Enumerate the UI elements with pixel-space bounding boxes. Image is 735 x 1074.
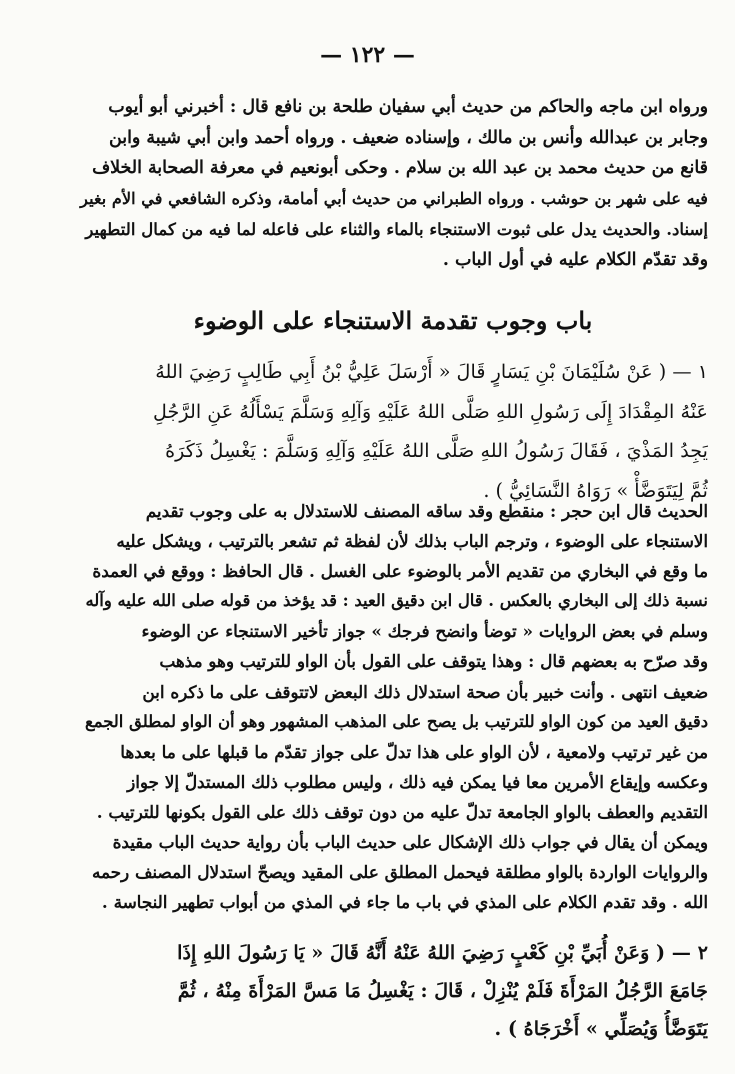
text-line: فيه على شهر بن حوشب . ورواه الطبراني من حديث أبي أمامة، وذكره الشافعي في الأم بغير (80, 188, 708, 208)
text-line: وجابر بن عبدالله وأنس بن مالك ، وإسناده ضعيف . ورواه أحمد وابن أبي شيبة وابن (109, 127, 708, 148)
text-line: يَتَوَضَّأُ وَيُصَلِّي » أَخْرَجَاهُ ) . (494, 1017, 708, 1040)
text-line: التقديم والعطف بالواو الجامعة تدلّ عليه من دون توقف ذلك على القول بكونها للترتيب . (96, 801, 708, 822)
hadith-1 (78, 352, 708, 510)
page-number: — ١٢٢ — (320, 42, 415, 68)
text-line: وقد صرّح به بعضهم قال : وهذا يتوقف على القول بأن الواو للترتيب وهو مذهب (159, 651, 708, 672)
text-line: ضعيف انتهى . وأنت خبير بأن صحة استدلال ذلك البعض لاتتوقف على ما ذكره ابن (142, 681, 708, 702)
text-line: وسلم في بعض الروايات « توضأ وانضح فرجك » جواز تأخير الاستنجاء عن الوضوء (141, 621, 708, 642)
text-line: نسبة ذلك إلى البخاري بالعكس . قال ابن دقيق العيد : قد يؤخذ من قوله صلى الله عليه وآله (85, 591, 708, 611)
text-line: قانع من حديث محمد بن عبد الله بن سلام . وحكى أبونعيم في معرفة الصحابة الخلاف (92, 158, 708, 179)
hadith-2 (78, 934, 708, 1048)
text-line: جَامَعَ الرَّجُلُ المَرْأَةَ فَلَمْ يُنْزِلْ ، قَالَ : يَغْسِلُ مَا مَسَّ المَرْأَةَ مِنْهُ ، ثُمَّ (177, 979, 708, 1002)
text-line: يَجِدُ المَذْيَ ، فَقَالَ رَسُولُ اللهِ صَلَّى اللهُ عَلَيْهِ وَآلِهِ وَسَلَّمَ : يَغْسِلُ ذَكَرَهُ (165, 439, 708, 462)
text-line: إسناد. والحديث يدل على ثبوت الاستنجاء بالماء والثناء على فاعله لما فيه من كمال التطهير (85, 219, 708, 240)
text-line: عَنْهُ المِقْدَادَ إِلَى رَسُولِ اللهِ صَلَّى اللهُ عَلَيْهِ وَآلِهِ وَسَلَّمَ يَسْأَلُهُ عَنِ الرَّجُلِ (153, 399, 708, 423)
text-line: ما وقع في البخاري من تقديم الأمر بالوضوء على الغسل . قال الحافظ : ووقع في العمدة (92, 561, 708, 582)
text-line: والروايات الواردة بالواو مطلقة فيحمل المطلق على المقيد ويصحّ استدلال المصنف رحمه (91, 862, 708, 883)
text-line: ورواه ابن ماجه والحاكم من حديث أبي سفيان طلحة بن نافع قال : أخبرني أبو أيوب (108, 97, 708, 117)
text-line: ثُمَّ لِيَتَوَضَّأْ » رَوَاهُ النَّسَائِيُّ ) . (483, 478, 708, 502)
text-line: ٢ — ( وَعَنْ أُبَيِّ بْنِ كَعْبٍ رَضِيَ اللهُ عَنْهُ أَنَّهُ قَالَ « يَا رَسُولَ اللهِ إِذَا (177, 941, 708, 964)
text-line: من غير ترتيب ولامعية ، لأن الواو على هذا تدلّ على جواز تقدّم ما قبلها على ما بعدها (120, 741, 708, 762)
text-line: وعكسه وإيقاع الأمرين معا فيا يمكن فيه ذلك ، وليس مطلوب ذلك المستدلّ إلا جواز (127, 771, 708, 792)
text-line: الحديث قال ابن حجر : منقطع وقد ساقه المصنف للاستدلال به على وجوب تقديم (145, 501, 708, 521)
text-line: الاستنجاء على الوضوء ، وترجم الباب بذلك لأن لفظة ثم تشعر بالترتيب ، ويشكل عليه (116, 531, 708, 552)
intro-paragraph (78, 92, 708, 276)
text-line: وقد تقدّم الكلام عليه في أول الباب . (442, 249, 708, 270)
text-line: الله . وقد تقدم الكلام على المذي في باب ما جاء في المذي من أبواب تطهير النجاسة . (101, 892, 708, 913)
text-line: دقيق العيد من كون الواو للترتيب بل يصح على المذهب المشهور وهو أن الواو لمطلق الجمع (85, 711, 708, 731)
chapter-heading: باب وجوب تقدمة الاستنجاء على الوضوء (193, 306, 593, 335)
commentary-paragraph (78, 496, 708, 917)
text-line: ١ — ( عَنْ سُلَيْمَانَ بْنِ يَسَارٍ قَالَ « أَرْسَلَ عَلِيُّ بْنُ أَبِي طَالِبٍ رَضِيَ اللهُ (155, 360, 708, 383)
text-line: ويمكن أن يقال في جواب ذلك الإشكال على حديث الباب بأن رواية حديث الباب مقيدة (112, 832, 708, 853)
